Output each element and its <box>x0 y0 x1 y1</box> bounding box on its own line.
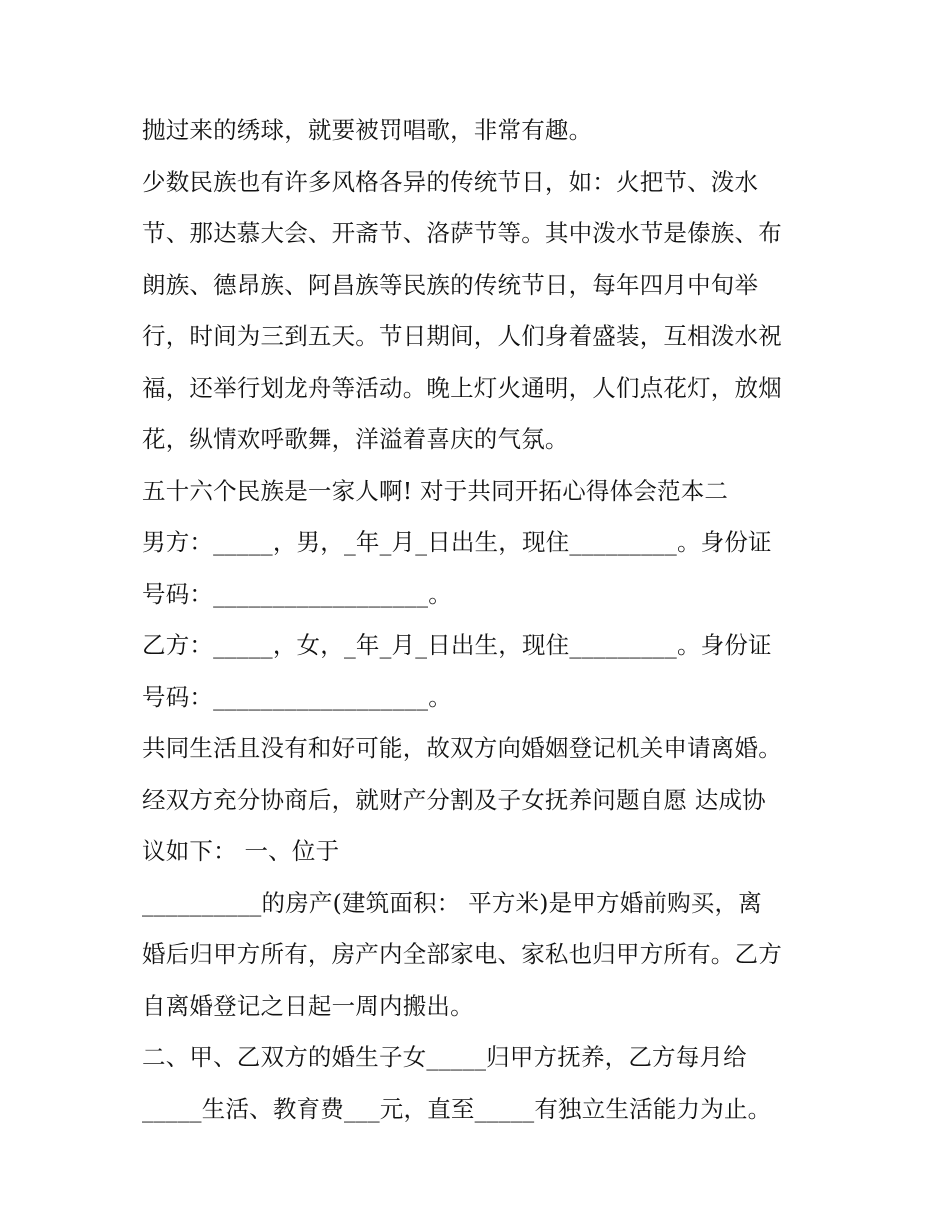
text-line: 共同生活且没有和好可能，故双方向婚姻登记机关申请离婚。 <box>142 734 782 762</box>
text-line: 婚后归甲方所有，房产内全部家电、家私也归甲方所有。乙方 <box>142 940 782 968</box>
text-line: 议如下： 一、位于 <box>142 837 340 865</box>
text-line: 节、那达慕大会、开斋节、洛萨节等。其中泼水节是傣族、布 <box>142 219 782 247</box>
text-line: 号码：__________________。 <box>142 579 452 608</box>
text-line: 经双方充分协商后，就财产分割及子女抚养问题自愿 达成协 <box>142 785 766 814</box>
text-line: 男方：_____，男，_年_月_日出生，现住_________。身份证 <box>142 528 772 556</box>
document-body <box>142 105 832 1135</box>
text-line: 花，纵情欢呼歌舞，洋溢着喜庆的气氛。 <box>142 425 569 453</box>
text-line: 自离婚登记之日起一周内搬出。 <box>142 991 474 1020</box>
text-line: 朗族、德昂族、阿昌族等民族的传统节日，每年四月中旬举 <box>142 270 759 299</box>
text-line: 福，还举行划龙舟等活动。晚上灯火通明，人们点花灯，放烟 <box>142 373 782 402</box>
text-line: 五十六个民族是一家人啊! 对于共同开拓心得体会范本二 <box>142 476 729 505</box>
text-line: 抛过来的绣球，就要被罚唱歌，非常有趣。 <box>142 116 593 144</box>
text-line: 少数民族也有许多风格各异的传统节日，如：火把节、泼水 <box>142 167 759 196</box>
text-line: __________的房产(建筑面积： 平方米)是甲方婚前购买，离 <box>142 888 762 917</box>
text-line: 二、甲、乙双方的婚生子女_____归甲方抚养，乙方每月给 <box>142 1043 747 1071</box>
text-line: _____生活、教育费___元，直至_____有独立生活能力为止。 <box>142 1094 772 1123</box>
text-line: 号码：__________________。 <box>142 682 452 711</box>
text-line: 乙方：_____，女，_年_月_日出生，现住_________。身份证 <box>142 631 772 659</box>
text-line: 行，时间为三到五天。节日期间，人们身着盛装，互相泼水祝 <box>142 322 782 350</box>
